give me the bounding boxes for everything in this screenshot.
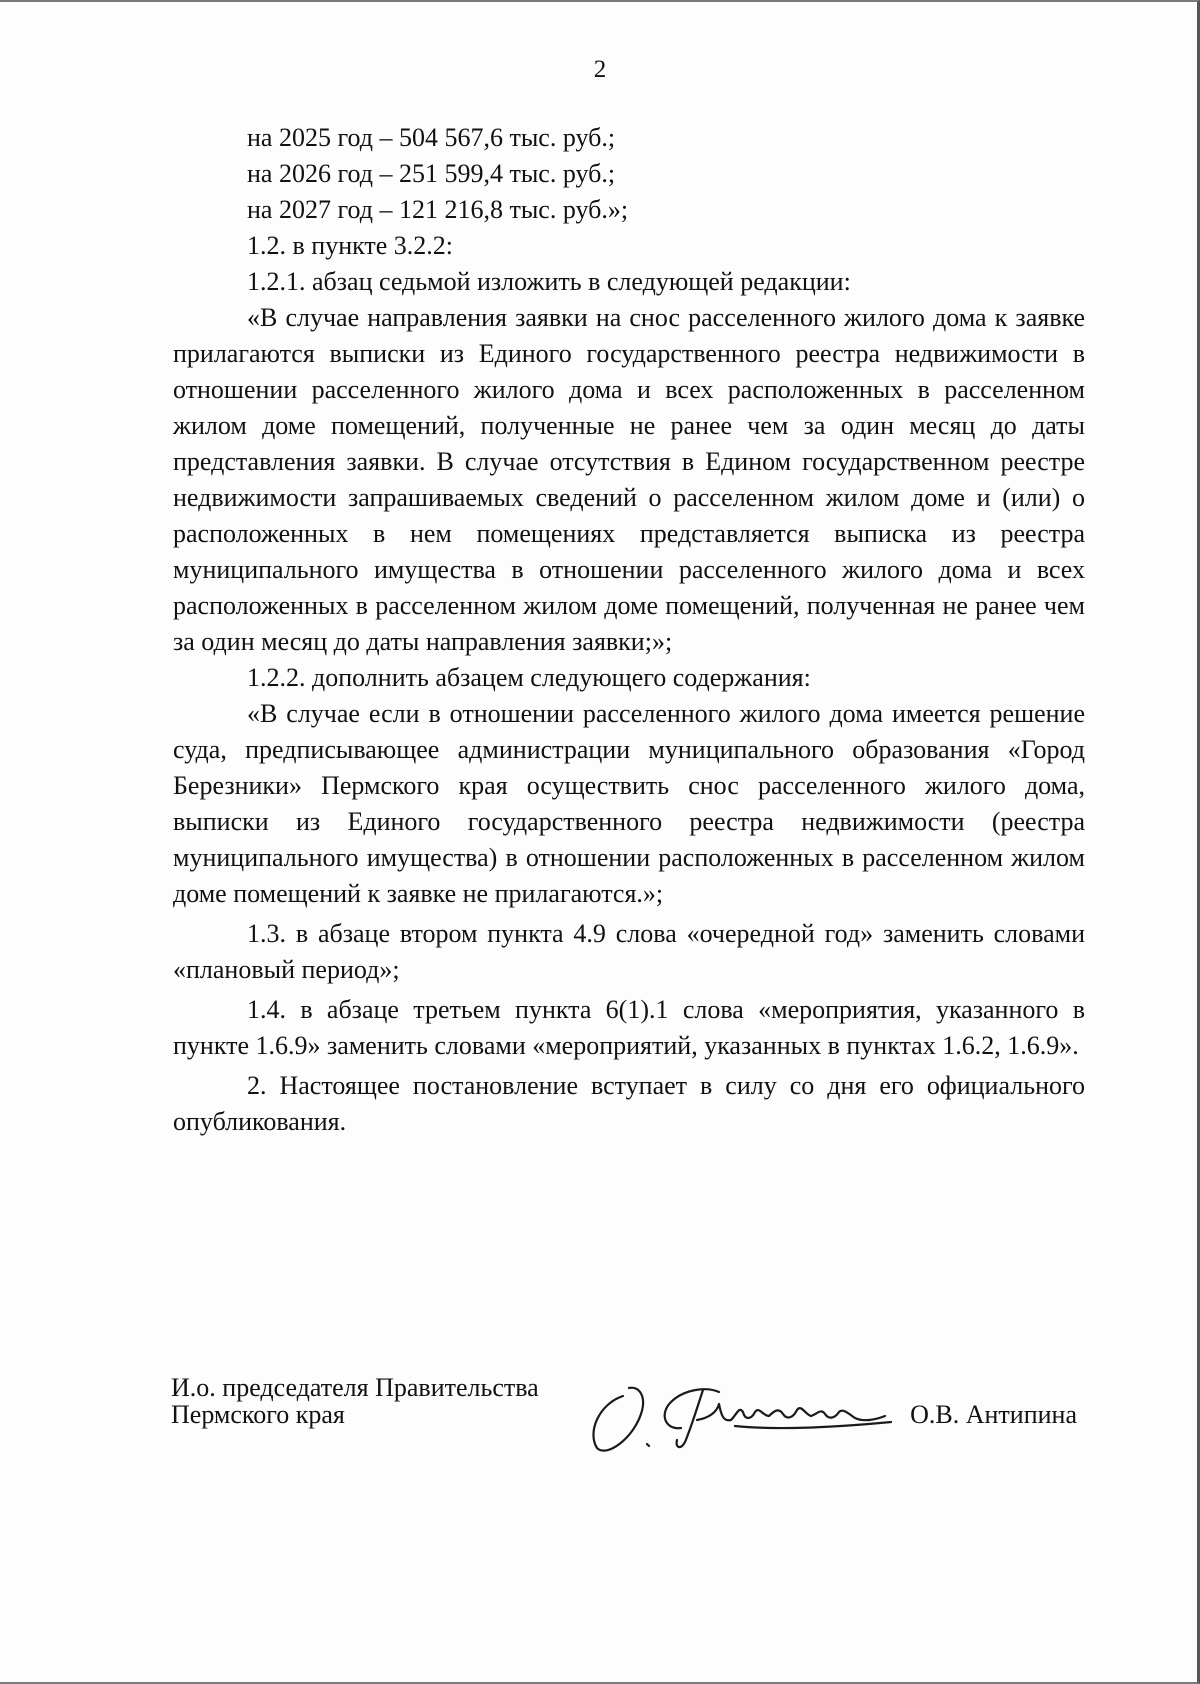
handwritten-signature bbox=[585, 1374, 915, 1454]
budget-line-2026: на 2026 год – 251 599,4 тыс. руб.; bbox=[247, 159, 616, 188]
document-body bbox=[173, 120, 1085, 1140]
budget-line-2027: на 2027 год – 121 216,8 тыс. руб.»; bbox=[247, 195, 629, 224]
clause-1-4: 1.4. в абзаце третьем пункта 6(1).1 слова «мероприятия, указанного в пункте 1.6.9» заменить словами «мероприятий, указанных в пунктах 1.6.2, 1.6.9». bbox=[173, 995, 1085, 1060]
signer-name: О.В. Антипина bbox=[910, 1400, 1077, 1429]
clause-1-2: 1.2. в пункте 3.2.2: bbox=[247, 231, 454, 260]
quoted-paragraph-addition: «В случае если в отношении расселенного жилого дома имеется решение суда, предписывающее администрации муниципального образования «Город Березники» Пермского края осуществить снос расселенного жилого дома, выписки из Единого государственного реестра недвижимости (реестра муниципального имущества) в отношении расположенных в расселенном жилом доме помещений к заявке не прилагаются.»; bbox=[173, 699, 1085, 908]
quoted-paragraph-seventh: «В случае направления заявки на снос расселенного жилого дома к заявке прилагаются выписки из Единого государственного реестра недвижимости в отношении расселенного жилого дома и всех расположенных в расселенном жилом доме помещений, полученные не ранее чем за один месяц до даты представления заявки. В случае отсутствия в Едином государственном реестре недвижимости запрашиваемых сведений о расселенном жилом доме и (или) о расположенных в нем помещениях представляется выписка из реестра муниципального имущества в отношении расселенного жилого дома и всех расположенных в расселенном жилом доме помещений, полученная не ранее чем за один месяц до даты направления заявки;»; bbox=[173, 303, 1085, 656]
clause-2: 2. Настоящее постановление вступает в силу со дня его официального опубликования. bbox=[173, 1071, 1085, 1136]
page-number: 2 bbox=[593, 56, 607, 83]
clause-1-2-1: 1.2.1. абзац седьмой изложить в следующей редакции: bbox=[247, 267, 851, 296]
budget-line-2025: на 2025 год – 504 567,6 тыс. руб.; bbox=[247, 123, 616, 152]
clause-1-3: 1.3. в абзаце втором пункта 4.9 слова «очередной год» заменить словами «плановый период»; bbox=[173, 919, 1085, 984]
signer-position-line-1: И.о. председателя Правительства bbox=[171, 1373, 539, 1402]
signer-position bbox=[171, 1374, 539, 1428]
signature-block bbox=[171, 1374, 1087, 1454]
signer-position-line-2: Пермского края bbox=[171, 1400, 345, 1429]
clause-1-2-2: 1.2.2. дополнить абзацем следующего содержания: bbox=[247, 663, 811, 692]
